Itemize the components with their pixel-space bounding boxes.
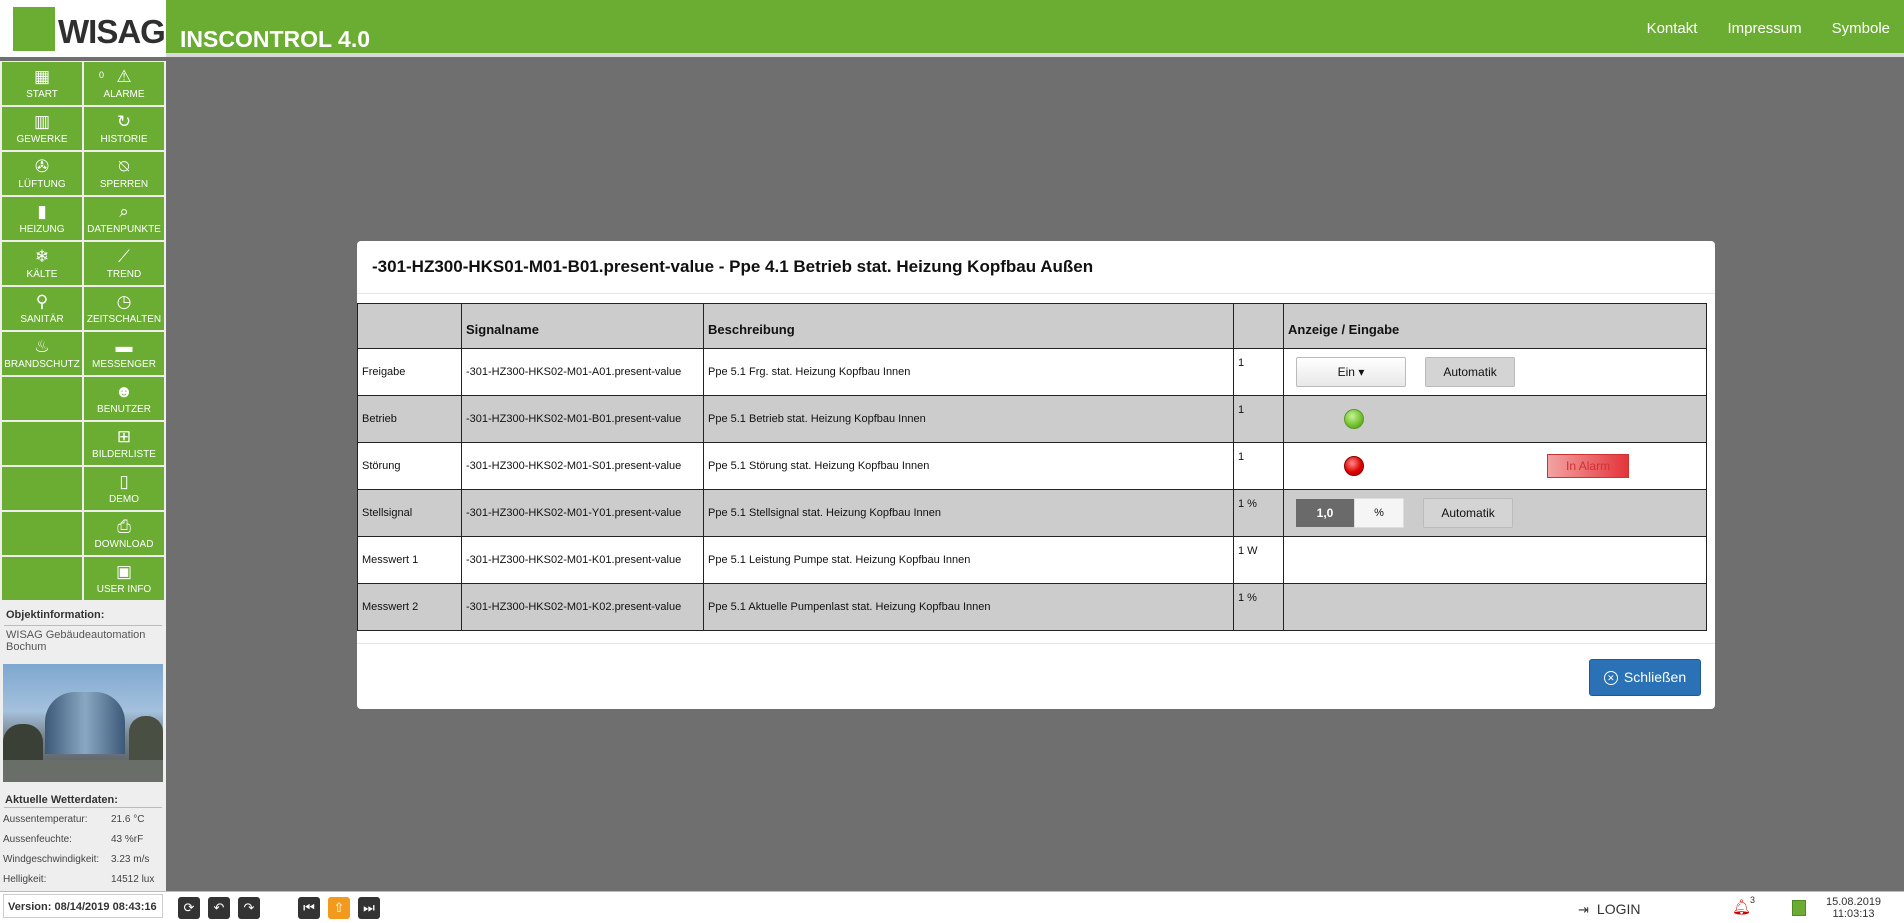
top-header bbox=[0, 0, 1904, 57]
row-name: Stellsignal bbox=[358, 490, 462, 537]
row-unit: 1 % bbox=[1234, 584, 1284, 631]
stellsignal-automatik-button[interactable]: Automatik bbox=[1423, 498, 1513, 528]
row-signal: -301-HZ300-HKS02-M01-K02.present-value bbox=[462, 584, 704, 631]
row-unit: 1 bbox=[1234, 396, 1284, 443]
datetime bbox=[1826, 896, 1881, 920]
logo bbox=[0, 0, 166, 57]
table-row bbox=[358, 443, 1707, 490]
divider bbox=[357, 643, 1715, 644]
forward-arrow-icon[interactable]: ↷ bbox=[238, 897, 260, 919]
building-icon: ▥ bbox=[33, 112, 51, 131]
snowflake-icon: ❄ bbox=[34, 247, 50, 266]
alarm-count-badge: 0 bbox=[99, 70, 105, 80]
nav-lueftung[interactable]: ✇ LÜFTUNG bbox=[2, 152, 82, 195]
nav-heizung[interactable]: ▮ HEIZUNG bbox=[2, 197, 82, 240]
in-alarm-badge: In Alarm bbox=[1547, 454, 1629, 478]
divider bbox=[4, 807, 162, 808]
row-name: Störung bbox=[358, 443, 462, 490]
last-page-icon[interactable]: ⏭ bbox=[358, 897, 380, 919]
nav-empty-slot bbox=[2, 557, 82, 600]
table-row bbox=[358, 349, 1707, 396]
wisag-logo-mark bbox=[13, 7, 55, 51]
table-row bbox=[358, 490, 1707, 537]
weather-row: Aussentemperatur: 21.6 °C bbox=[3, 814, 145, 825]
alarm-icon: ⚠ bbox=[116, 67, 132, 86]
bottom-bar bbox=[0, 891, 1904, 923]
download-icon: ⎙ bbox=[117, 517, 131, 536]
caret-down-icon: ▾ bbox=[1358, 365, 1365, 379]
row-desc: Ppe 5.1 Leistung Pumpe stat. Heizung Kopfbau Innen bbox=[704, 537, 1234, 584]
weather-row: Windgeschwindigkeit: 3.23 m/s bbox=[3, 854, 150, 865]
nav-user-info[interactable]: ▣ USER INFO bbox=[84, 557, 164, 600]
row-unit: 1 % bbox=[1234, 490, 1284, 537]
nav-sperren[interactable]: ⍉ SPERREN bbox=[84, 152, 164, 195]
row-control bbox=[1284, 396, 1707, 443]
nav-benutzer[interactable]: ☻ BENUTZER bbox=[84, 377, 164, 420]
row-name: Messwert 1 bbox=[358, 537, 462, 584]
search-chart-icon: ⌕ bbox=[119, 202, 129, 221]
signal-table bbox=[357, 303, 1707, 631]
date-label: 15.08.2019 bbox=[1826, 896, 1882, 908]
nav-demo[interactable]: ▯ DEMO bbox=[84, 467, 164, 510]
row-desc: Ppe 5.1 Aktuelle Pumpenlast stat. Heizung Kopfbau Innen bbox=[704, 584, 1234, 631]
nav-empty-slot bbox=[2, 377, 82, 420]
header-anzeige: Anzeige / Eingabe bbox=[1284, 304, 1707, 349]
fire-icon: ♨ bbox=[34, 337, 50, 356]
user-info-icon: ▣ bbox=[115, 562, 133, 581]
row-control bbox=[1284, 537, 1707, 584]
status-led-green-icon bbox=[1344, 409, 1364, 429]
refresh-icon[interactable]: ⟳ bbox=[178, 897, 200, 919]
building-photo bbox=[3, 664, 163, 782]
first-page-icon[interactable]: ⏮ bbox=[298, 897, 320, 919]
row-signal: -301-HZ300-HKS02-M01-B01.present-value bbox=[462, 396, 704, 443]
clock-icon: ◷ bbox=[116, 292, 132, 311]
version-label: Version: 08/14/2019 08:43:16 bbox=[3, 894, 163, 918]
nav-bilderliste[interactable]: ⊞ BILDERLISTE bbox=[84, 422, 164, 465]
divider bbox=[357, 293, 1715, 294]
close-button[interactable]: ✕ Schließen bbox=[1589, 659, 1701, 696]
row-signal: -301-HZ300-HKS02-M01-K01.present-value bbox=[462, 537, 704, 584]
table-row bbox=[358, 396, 1707, 443]
weather-row: Helligkeit: 14512 lux bbox=[3, 874, 155, 885]
row-control bbox=[1284, 443, 1707, 490]
tap-icon: ⚲ bbox=[35, 292, 49, 311]
nav-brandschutz[interactable]: ♨ BRANDSCHUTZ bbox=[2, 332, 82, 375]
signal-dialog bbox=[357, 241, 1715, 709]
row-unit: 1 bbox=[1234, 349, 1284, 396]
header-cell bbox=[1234, 304, 1284, 349]
close-circle-icon: ✕ bbox=[1604, 671, 1618, 685]
nav-gewerke[interactable]: ▥ GEWERKE bbox=[2, 107, 82, 150]
logo-text: WISAG bbox=[58, 13, 165, 50]
row-name: Betrieb bbox=[358, 396, 462, 443]
nav-impressum-link[interactable]: Impressum bbox=[1727, 20, 1802, 37]
nav-kaelte[interactable]: ❄ KÄLTE bbox=[2, 242, 82, 285]
row-desc: Ppe 5.1 Betrieb stat. Heizung Kopfbau Innen bbox=[704, 396, 1234, 443]
row-unit: 1 bbox=[1234, 443, 1284, 490]
bell-off-icon: ⍉ bbox=[118, 157, 130, 176]
table-header-row bbox=[358, 304, 1707, 349]
time-label: 11:03:13 bbox=[1832, 908, 1875, 920]
nav-empty-slot bbox=[2, 512, 82, 555]
weather-title: Aktuelle Wetterdaten: bbox=[5, 794, 118, 806]
nav-symbole-link[interactable]: Symbole bbox=[1831, 20, 1890, 37]
door-icon: ▯ bbox=[119, 472, 129, 491]
up-level-icon[interactable]: ⇧ bbox=[328, 897, 350, 919]
app-title: INSCONTROL 4.0 bbox=[180, 26, 370, 52]
header-signalname: Signalname bbox=[462, 304, 704, 349]
nav-empty-slot bbox=[2, 422, 82, 465]
alarm-bell-icon[interactable]: 🔔︎ bbox=[1732, 899, 1752, 916]
automatik-button[interactable]: Automatik bbox=[1425, 357, 1515, 387]
history-icon: ↻ bbox=[116, 112, 132, 131]
stellsignal-unit: % bbox=[1354, 498, 1404, 528]
nav-alarme[interactable]: 0 ⚠ ALARME bbox=[84, 62, 164, 105]
row-signal: -301-HZ300-HKS02-M01-Y01.present-value bbox=[462, 490, 704, 537]
freigabe-select[interactable]: Ein ▾ bbox=[1296, 357, 1406, 387]
nav-trend[interactable]: ⟋ TREND bbox=[84, 242, 164, 285]
row-control bbox=[1284, 349, 1707, 396]
weather-row: Aussenfeuchte: 43 %rF bbox=[3, 834, 144, 845]
row-signal: -301-HZ300-HKS02-M01-S01.present-value bbox=[462, 443, 704, 490]
row-desc: Ppe 5.1 Stellsignal stat. Heizung Kopfbau Innen bbox=[704, 490, 1234, 537]
sidebar bbox=[0, 61, 166, 891]
header-beschreibung: Beschreibung bbox=[704, 304, 1234, 349]
login-button[interactable]: ⇥ LOGIN bbox=[1578, 901, 1641, 917]
divider bbox=[4, 625, 162, 626]
users-icon: ☻ bbox=[115, 382, 133, 401]
nav-messenger[interactable]: ▬ MESSENGER bbox=[84, 332, 164, 375]
grid-icon: ▦ bbox=[33, 67, 51, 86]
top-nav bbox=[1647, 20, 1890, 37]
row-desc: Ppe 5.1 Störung stat. Heizung Kopfbau Innen bbox=[704, 443, 1234, 490]
object-info-text: WISAG Gebäudeautomation Bochum bbox=[6, 629, 146, 653]
stellsignal-value-input[interactable]: 1,0 bbox=[1296, 499, 1354, 527]
table-row bbox=[358, 537, 1707, 584]
nav-download[interactable]: ⎙ DOWNLOAD bbox=[84, 512, 164, 555]
server-status-icon bbox=[1792, 900, 1806, 916]
chat-icon: ▬ bbox=[115, 337, 133, 356]
dialog-title: -301-HZ300-HKS01-M01-B01.present-value - Ppe 4.1 Betrieb stat. Heizung Kopfbau Außen bbox=[372, 257, 1094, 276]
row-control bbox=[1284, 490, 1707, 537]
nav-empty-slot bbox=[2, 467, 82, 510]
row-signal: -301-HZ300-HKS02-M01-A01.present-value bbox=[462, 349, 704, 396]
trend-icon: ⟋ bbox=[118, 247, 130, 266]
alarm-count: 3 bbox=[1750, 895, 1756, 905]
row-desc: Ppe 5.1 Frg. stat. Heizung Kopfbau Innen bbox=[704, 349, 1234, 396]
nav-start[interactable]: ▦ START bbox=[2, 62, 82, 105]
login-icon: ⇥ bbox=[1578, 902, 1589, 917]
nav-historie[interactable]: ↻ HISTORIE bbox=[84, 107, 164, 150]
fan-icon: ✇ bbox=[34, 157, 50, 176]
header-cell bbox=[358, 304, 462, 349]
back-arrow-icon[interactable]: ↶ bbox=[208, 897, 230, 919]
object-info-title: Objektinformation: bbox=[6, 609, 105, 621]
nav-zeitschalten[interactable]: ◷ ZEITSCHALTEN bbox=[84, 287, 164, 330]
row-control bbox=[1284, 584, 1707, 631]
radiator-icon: ▮ bbox=[37, 202, 47, 221]
row-name: Freigabe bbox=[358, 349, 462, 396]
nav-sanitaer[interactable]: ⚲ SANITÄR bbox=[2, 287, 82, 330]
nav-kontakt-link[interactable]: Kontakt bbox=[1646, 20, 1698, 37]
row-unit: 1 W bbox=[1234, 537, 1284, 584]
table-row bbox=[358, 584, 1707, 631]
sitemap-icon: ⊞ bbox=[116, 427, 132, 446]
status-led-red-icon bbox=[1344, 456, 1364, 476]
row-name: Messwert 2 bbox=[358, 584, 462, 631]
nav-datenpunkte[interactable]: ⌕ DATENPUNKTE bbox=[84, 197, 164, 240]
